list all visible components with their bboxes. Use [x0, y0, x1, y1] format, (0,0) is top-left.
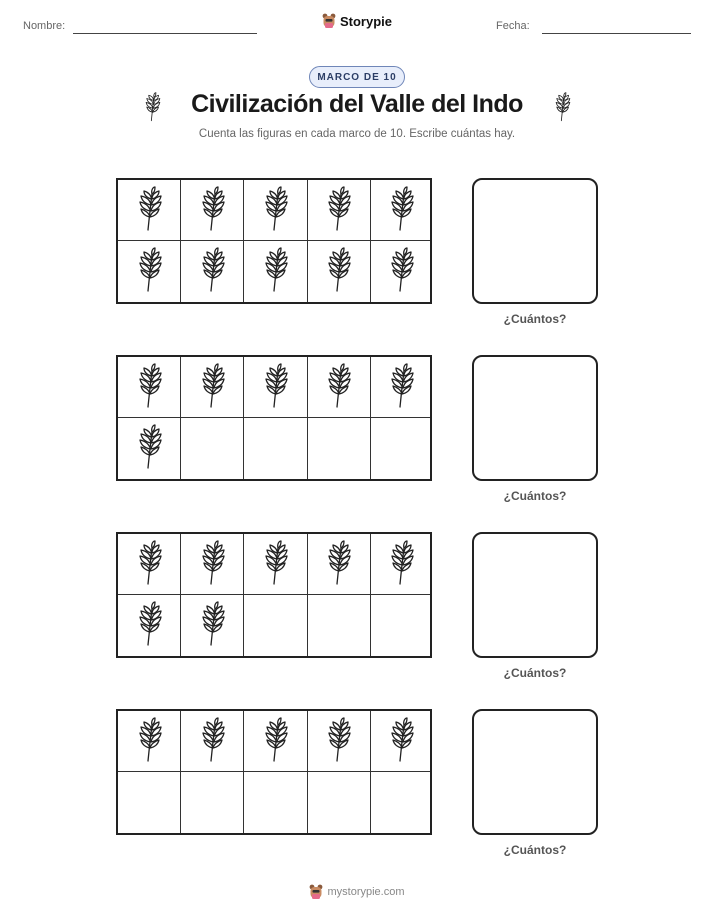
- wheat-icon: [387, 363, 415, 409]
- frame-divider: [307, 357, 308, 479]
- answer-box-2[interactable]: [472, 355, 598, 481]
- frame-divider: [118, 417, 430, 418]
- name-label: Nombre:: [23, 20, 66, 32]
- wheat-icon: [261, 186, 289, 232]
- wheat-icon: [552, 92, 572, 122]
- frame-divider: [243, 534, 244, 656]
- brand-name: Storypie: [339, 13, 392, 29]
- wheat-icon: [198, 363, 226, 409]
- page-title: Civilización del Valle del Indo: [191, 90, 523, 118]
- wheat-icon: [135, 247, 163, 293]
- answer-label-3: ¿Cuántos?: [503, 666, 567, 680]
- storypie-logo-icon: [322, 13, 336, 29]
- wheat-icon: [387, 540, 415, 586]
- wheat-icon: [324, 186, 352, 232]
- wheat-icon: [198, 717, 226, 763]
- wheat-icon: [135, 540, 163, 586]
- frame-divider: [370, 180, 371, 302]
- frame-divider: [370, 534, 371, 656]
- frame-divider: [370, 711, 371, 833]
- answer-label-4: ¿Cuántos?: [503, 843, 567, 857]
- frame-divider: [243, 180, 244, 302]
- wheat-icon: [198, 601, 226, 647]
- ten-frame-2: [116, 355, 432, 481]
- frame-divider: [243, 711, 244, 833]
- wheat-icon: [261, 247, 289, 293]
- wheat-icon: [261, 717, 289, 763]
- wheat-icon: [135, 424, 163, 470]
- wheat-icon: [135, 186, 163, 232]
- wheat-icon: [387, 717, 415, 763]
- footer: [0, 884, 714, 905]
- wheat-icon: [198, 540, 226, 586]
- wheat-icon: [261, 540, 289, 586]
- instructions: Cuenta las figuras en cada marco de 10. Escribe cuántas hay.: [198, 128, 516, 140]
- wheat-icon: [135, 601, 163, 647]
- wheat-icon: [135, 717, 163, 763]
- date-label: Fecha:: [496, 20, 530, 32]
- footer-url: mystorypie.com: [327, 886, 405, 898]
- wheat-icon: [198, 247, 226, 293]
- frame-divider: [243, 357, 244, 479]
- ten-frame-1: [116, 178, 432, 304]
- frame-divider: [118, 771, 430, 772]
- frame-divider: [118, 240, 430, 241]
- wheat-icon: [198, 186, 226, 232]
- wheat-icon: [387, 247, 415, 293]
- answer-label-2: ¿Cuántos?: [503, 489, 567, 503]
- storypie-logo-icon: [309, 884, 323, 900]
- wheat-icon: [324, 363, 352, 409]
- wheat-icon: [324, 247, 352, 293]
- ten-frame-4: [116, 709, 432, 835]
- frame-divider: [180, 711, 181, 833]
- worksheet-type-badge: MARCO DE 10: [309, 66, 405, 88]
- answer-box-1[interactable]: [472, 178, 598, 304]
- ten-frame-3: [116, 532, 432, 658]
- brand: [0, 13, 714, 34]
- frame-divider: [307, 711, 308, 833]
- wheat-icon: [135, 363, 163, 409]
- wheat-icon: [324, 717, 352, 763]
- wheat-icon: [261, 363, 289, 409]
- frame-divider: [180, 180, 181, 302]
- frame-divider: [118, 594, 430, 595]
- wheat-icon: [324, 540, 352, 586]
- answer-label-1: ¿Cuántos?: [503, 312, 567, 326]
- answer-box-3[interactable]: [472, 532, 598, 658]
- date-line[interactable]: [542, 33, 691, 34]
- frame-divider: [307, 534, 308, 656]
- answer-box-4[interactable]: [472, 709, 598, 835]
- frame-divider: [307, 180, 308, 302]
- wheat-icon: [387, 186, 415, 232]
- frame-divider: [180, 534, 181, 656]
- frame-divider: [180, 357, 181, 479]
- frame-divider: [370, 357, 371, 479]
